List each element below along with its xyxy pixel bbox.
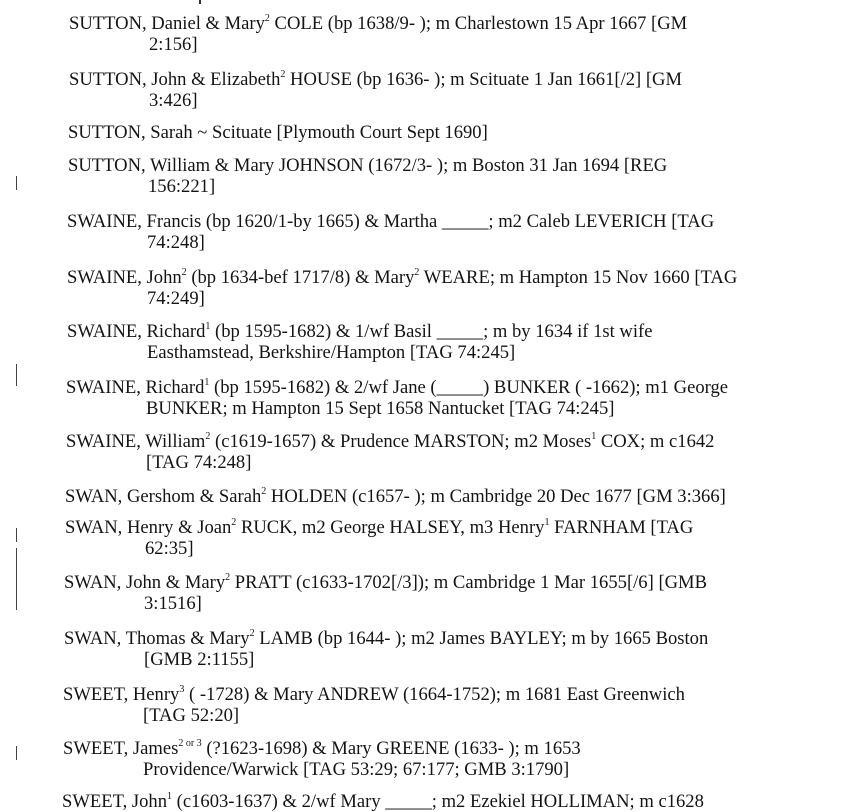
entry-text: RUCK, m2 George HALSEY, m3 Henry [236, 517, 545, 538]
generation-superscript: 3 [179, 683, 185, 695]
genealogy-entry [68, 155, 848, 197]
entry-text: SWEET, James [63, 738, 179, 759]
entry-line [67, 267, 847, 288]
entry-continuation-line: Easthamstead, Berkshire/Hampton [TAG 74:245] [147, 342, 516, 363]
margin-mark [16, 548, 17, 610]
entry-line [66, 431, 846, 452]
entry-continuation-line: 62:35] [145, 538, 194, 559]
entry-text: COX; m c1642 [596, 431, 715, 452]
genealogy-entry [67, 267, 847, 309]
entry-text: FARNHAM [TAG [549, 517, 694, 538]
entry-text: LAMB (bp 1644- ); m2 James BAYLEY; m by 1665 Boston [254, 628, 709, 649]
entry-text: SWAN, John & Mary [64, 572, 226, 593]
entry-continuation-line: [GMB 2:1155] [144, 649, 255, 670]
generation-superscript: 2 [264, 12, 270, 24]
genealogy-entry [65, 486, 845, 507]
generation-superscript: 2 [414, 266, 420, 278]
entry-text: (c1603-1637) & 2/wf Mary _____; m2 Ezekiel HOLLIMAN; m c1628 [172, 791, 704, 812]
entry-text: SWAN, Henry & Joan [65, 517, 232, 538]
generation-superscript: 1 [591, 430, 597, 442]
entry-continuation-line: 3:1516] [144, 593, 202, 614]
entry-text: PRATT (c1633-1702[/3]); m Cambridge 1 Mar 1655[/6] [GMB [230, 572, 707, 593]
genealogy-entry [64, 628, 844, 670]
entry-continuation-line: 3:426] [149, 90, 198, 111]
entry-line [67, 211, 847, 232]
entry-text: WEARE; m Hampton 15 Nov 1660 [TAG [419, 267, 738, 288]
generation-superscript: 2 [249, 627, 255, 639]
entry-text: SUTTON, Daniel & Mary [69, 13, 265, 34]
genealogy-entry [66, 431, 846, 473]
entry-text: SWAINE, Richard [67, 321, 206, 342]
entry-line [64, 572, 844, 593]
generation-superscript: 1 [167, 790, 173, 802]
genealogy-entry [66, 377, 846, 419]
entry-text: SWEET, Henry [63, 684, 180, 705]
entry-text: (bp 1595-1682) & 2/wf Jane (_____) BUNKER ( -1662); m1 George [209, 377, 729, 398]
entry-text: SWAINE, Richard [66, 377, 205, 398]
genealogy-entry [64, 572, 844, 614]
entry-line [69, 13, 849, 34]
genealogy-entry [62, 791, 842, 812]
entry-continuation-line: 74:249] [147, 288, 205, 309]
generation-superscript: 2 [181, 266, 187, 278]
generation-superscript: 2 [261, 485, 267, 497]
genealogy-entry [69, 13, 849, 55]
entry-text: SWAN, Gershom & Sarah [65, 486, 262, 507]
entry-text: SWAINE, John [67, 267, 182, 288]
entry-line [68, 155, 848, 176]
genealogy-entry [65, 517, 845, 559]
entry-text: ( -1728) & Mary ANDREW (1664-1752); m 1681 East Greenwich [184, 684, 685, 705]
entry-text: (bp 1634-bef 1717/8) & Mary [186, 267, 415, 288]
entry-text: SWAINE, Francis (bp 1620/1-by 1665) & Martha _____; m2 Caleb LEVERICH [TAG [67, 211, 715, 232]
entry-line [65, 517, 845, 538]
entry-text: SUTTON, Sarah ~ Scituate [Plymouth Court Sept 1690] [68, 122, 488, 143]
entry-text: (?1623-1698) & Mary GREENE (1633- ); m 1653 [201, 738, 581, 759]
genealogy-entry [67, 321, 847, 363]
entry-text: HOUSE (bp 1636- ); m Scituate 1 Jan 1661[/2] [GM [285, 69, 683, 90]
entry-text: SWEET, John [62, 791, 168, 812]
entry-text: SUTTON, William & Mary JOHNSON (1672/3- ); m Boston 31 Jan 1694 [REG [68, 155, 668, 176]
entry-line [69, 69, 849, 90]
entry-text: SWAINE, William [66, 431, 206, 452]
generation-superscript: 2 [231, 516, 237, 528]
entry-continuation-line: 2:156] [149, 34, 198, 55]
generation-superscript: 1 [204, 376, 210, 388]
margin-mark [16, 746, 17, 760]
margin-mark [16, 364, 17, 386]
entry-text: SUTTON, John & Elizabeth [69, 69, 281, 90]
generation-superscript: 1 [205, 320, 211, 332]
genealogy-entry [67, 211, 847, 253]
entry-text: SWAN, Thomas & Mary [64, 628, 250, 649]
generation-superscript: 2 [280, 68, 286, 80]
generation-superscript: 2 [225, 571, 231, 583]
entry-text: HOLDEN (c1657- ); m Cambridge 20 Dec 1677 [GM 3:366] [266, 486, 726, 507]
entry-continuation-line: 74:248] [147, 232, 205, 253]
entry-line [66, 377, 846, 398]
entry-line [63, 684, 843, 705]
genealogy-entry [68, 122, 848, 143]
generation-superscript: 2 [205, 430, 211, 442]
margin-mark [16, 176, 17, 190]
generation-superscript: 2 or 3 [178, 737, 202, 749]
page-edge-mark [199, 0, 201, 4]
entry-line [67, 321, 847, 342]
entry-line [62, 791, 842, 812]
entry-line [68, 122, 848, 143]
entry-line [65, 486, 845, 507]
genealogy-entry [69, 69, 849, 111]
entry-text: (bp 1595-1682) & 1/wf Basil _____; m by 1634 if 1st wife [210, 321, 653, 342]
entry-continuation-line: Providence/Warwick [TAG 53:29; 67:177; GMB 3:1790] [143, 759, 570, 780]
entry-continuation-line: [TAG 52:20] [143, 705, 240, 726]
generation-superscript: 1 [544, 516, 550, 528]
entry-text: (c1619-1657) & Prudence MARSTON; m2 Moses [210, 431, 592, 452]
entry-line [64, 628, 844, 649]
genealogy-entry [63, 684, 843, 726]
entry-continuation-line: 156:221] [148, 176, 216, 197]
entry-continuation-line: BUNKER; m Hampton 15 Sept 1658 Nantucket [TAG 74:245] [146, 398, 615, 419]
margin-mark [16, 528, 17, 542]
entry-continuation-line: [TAG 74:248] [146, 452, 252, 473]
entry-text: COLE (bp 1638/9- ); m Charlestown 15 Apr 1667 [GM [269, 13, 688, 34]
genealogy-entry [63, 738, 843, 780]
entry-line [63, 738, 843, 759]
